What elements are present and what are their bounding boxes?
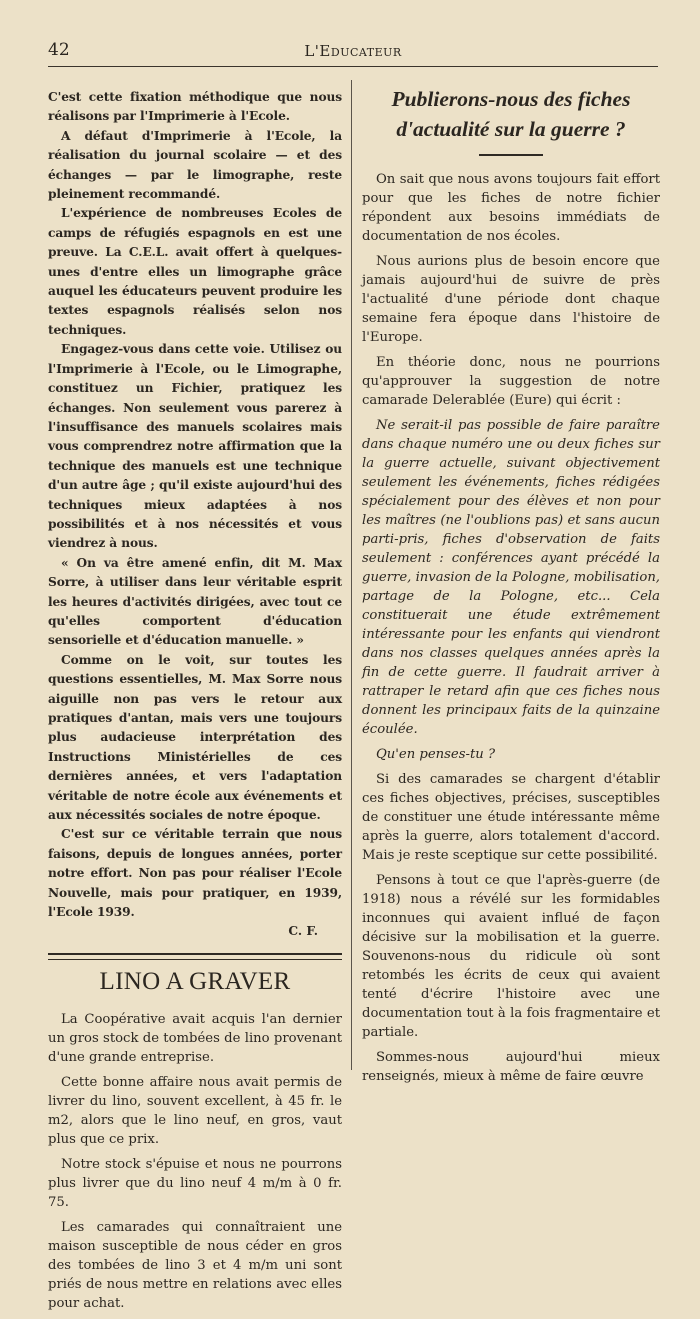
running-head: L'Educateur — [304, 42, 402, 60]
lino-article — [48, 1010, 342, 1313]
page-number: 42 — [48, 40, 70, 60]
paragraph: Si des camarades se chargent d'établir ces fiches objectives, précises, susceptibles de constituer une étude intéressante même après la guerre, alors totalement d'accord. Mais je reste sceptique sur cette possibilité. — [362, 772, 660, 863]
paragraph: Notre stock s'épuise et nous ne pourrons plus livrer que du lino neuf 4 m/m à 0 fr. 75. — [48, 1157, 342, 1211]
paragraph: Sommes-nous aujourd'hui mieux renseignés, mieux à même de faire œuvre — [362, 1050, 660, 1084]
paragraph: « On va être amené enfin, dit M. Max Sorre, à utiliser dans leur véritable esprit les heures d'activités dirigées, avec tout ce qu'elles comportent d'éducation sensorielle et d'éducation manuelle. » — [48, 555, 342, 648]
column-divider — [351, 80, 352, 1070]
paragraph: L'expérience de nombreuses Ecoles de camps de réfugiés espagnols en est une preuve. La C.E.L. avait offert à quelques-unes d'entre elles un limographe grâce auquel les éducateurs peuvent produire les textes espagnols réalisés selon nos techniques. — [48, 206, 342, 337]
article-title — [362, 84, 660, 144]
quoted-letter: Ne serait-il pas possible de faire paraître dans chaque numéro une ou deux fiches sur la guerre actuelle, suivant objectivement seulement les événements, fiches rédigées spécialement pour des élèves et non pour les maîtres (ne l'oublions pas) et sans aucun parti-pris, fiches d'observation de faits seulement : conférences ayant précédé la guerre, invasion de la Pologne, mobilisation, partage de la Pologne, etc... Cela constituerait une étude extrêmement intéressante pour les enfants qui viendront dans nos classes quelques années après la fin de cette guerre. Il faudrait arriver à rattraper le retard afin que ces fiches nous donnent les principaux faits de la quinzaine écoulée. — [362, 418, 660, 737]
paragraph: C'est cette fixation méthodique que nous réalisons par l'Imprimerie à l'Ecole. — [48, 90, 342, 124]
paragraph: C'est sur ce véritable terrain que nous faisons, depuis de longues années, porter notre effort. Non pas pour réaliser l'Ecole Nouvelle, mais pour pratiquer, en 1939, l'Ecole 1939. — [48, 827, 342, 920]
paragraph: A défaut d'Imprimerie à l'Ecole, la réalisation du journal scolaire — et des échanges — par le limographe, reste pleinement recommandé. — [48, 128, 342, 202]
paragraph: On sait que nous avons toujours fait effort pour que les fiches de notre fichier répondent aux besoins immédiats de documentation de nos écoles. — [362, 172, 660, 244]
signature: C. F. — [288, 924, 318, 939]
quoted-letter-end: Qu'en penses-tu ? — [376, 747, 496, 762]
title-rule — [479, 154, 543, 156]
paragraph: Nous aurions plus de besoin encore que jamais aujourd'hui de suivre de près l'actualité d'une période dont chaque semaine fera époque dans l'histoire de l'Europe. — [362, 254, 660, 345]
paragraph: Cette bonne affaire nous avait permis de livrer du lino, souvent excellent, à 45 fr. le m2, alors que le lino neuf, en gros, vaut plus que ce prix. — [48, 1075, 342, 1148]
right-column — [362, 82, 660, 1092]
paragraph: Comme on le voit, sur toutes les questions essentielles, M. Max Sorre nous aiguille non pas vers le retour aux pratiques d'antan, mais vers une toujours plus audacieuse interprétation des Instructions Ministérielles de ces dernières années, et vers l'adaptation véritable de notre école aux événements et aux nécessités sociales de notre époque. — [48, 652, 342, 823]
section-rule — [48, 953, 342, 960]
paragraph: Les camarades qui connaîtraient une maison susceptible de nous céder en gros des tombées de lino 3 et 4 m/m uni sont priés de nous mettre en relations avec elles pour achat. — [48, 1220, 342, 1312]
page-header — [48, 38, 658, 67]
paragraph: La Coopérative avait acquis l'an dernier un gros stock de tombées de lino provenant d'une grande entreprise. — [48, 1012, 342, 1066]
article-title-line: d'actualité sur la guerre ? — [396, 117, 626, 141]
paragraph: Pensons à tout ce que l'après-guerre (de 1918) nous a révélé sur les formidables inconnues qui avaient influé de façon décisive sur la mobilisation et la guerre. Souvenons-nous du ridicule où sont retombés les écrits de ceux qui avaient tenté d'écrire l'histoire avec une documentation tout à la fois fragmentaire et partiale. — [362, 873, 660, 1040]
paragraph: En théorie donc, nous ne pourrions qu'approuver la suggestion de notre camarade Delerablée (Eure) qui écrit : — [362, 355, 660, 408]
section-title: LINO A GRAVER — [99, 968, 291, 996]
left-column — [48, 88, 342, 1319]
article-body — [362, 170, 660, 1086]
article-title-line: Publierons-nous des fiches — [391, 87, 631, 111]
article-continuation — [48, 88, 342, 941]
paragraph: Engagez-vous dans cette voie. Utilisez ou l'Imprimerie à l'Ecole, ou le Limographe, constituez un Fichier, pratiquez les échanges. Non seulement vous parerez à l'insuffisance des manuels scolaires mais vous comprendrez notre affirmation que la technique des manuels est une technique d'un autre âge ; qu'il existe aujourd'hui des techniques mieux adaptées à nos possibilités et à nos nécessités et vous viendrez à nous. — [48, 342, 342, 551]
